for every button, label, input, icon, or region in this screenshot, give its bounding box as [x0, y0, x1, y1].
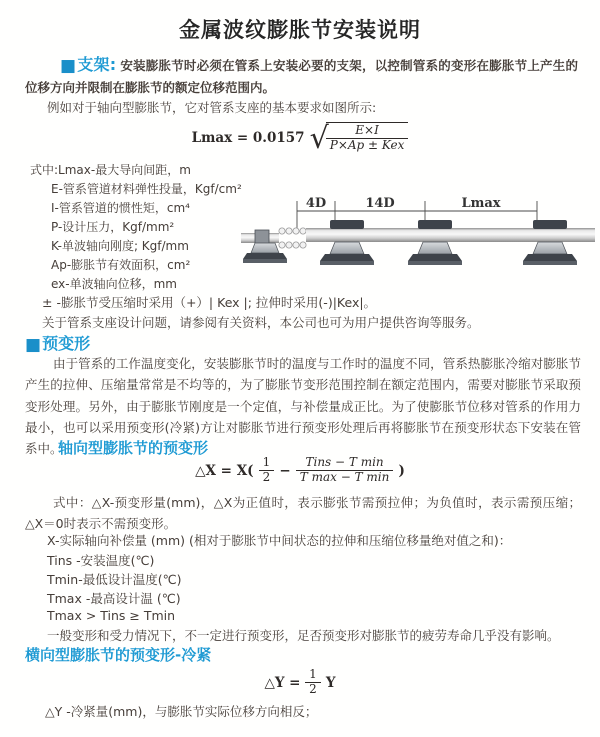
pipe-support: [320, 220, 374, 265]
axial-line-inequality: Tmax > Tins ≥ Tmin: [47, 608, 176, 623]
main-pipe: [306, 228, 595, 242]
definition-line: P-设计压力，Kgf/mm²: [51, 220, 175, 234]
axial-line-x: X-实际轴向补偿量 (mm) (相对于膨胀节中间状态的拉伸和压缩位移量绝对值之和)：: [47, 533, 512, 548]
support-intro-paragraph: [25, 54, 578, 98]
axial-note-paragraph: 式中：△X-预变形量(mm)，△X为正值时，表示膨张节需预拉伸；为负值时，表示需预压缩；△X＝0时表示不需预变形。: [25, 495, 581, 531]
half-denominator: 2: [262, 469, 271, 484]
support-section-heading: 支架:: [77, 55, 117, 74]
support-example-line: 例如对于轴向型膨胀节，它对管系支座的基本要求如图所示:: [47, 100, 377, 115]
section-bullet-icon: ■: [60, 56, 77, 76]
definition-line: K-单波轴向刚度; Kgf/mm: [51, 239, 189, 253]
support-intro-text: 安装膨胀节时必须在管系上安装必要的支架，以控制管系的变形在膨胀节上产生的位移方向并限制在膨胀节的额定位移范围内。: [25, 58, 578, 95]
bellows-icon: [279, 228, 306, 248]
definition-line: Ap-膨胀节有效面积，cm²: [51, 258, 191, 272]
axial-subheading: 轴向型膨胀节的预变形: [58, 439, 209, 457]
predeform-section-heading-row: [25, 331, 90, 355]
axial-formula-prefix: △X = X(: [195, 462, 254, 479]
lmax-formula-numerator: E×I: [326, 124, 409, 139]
axial-formula: [0, 456, 600, 485]
dim-label-lmax: Lmax: [461, 196, 501, 211]
lmax-formula-denominator: P×Ap ± Kex: [329, 137, 405, 152]
axial-line-general: 一般变形和受力情况下，不一定进行预变形，足否预变形对膨胀节的疲劳寿命几乎没有影响。: [47, 628, 560, 643]
lateral-note-line: △Y -冷紧量(mm)，与膨胀节实际位移方向相反；: [45, 704, 318, 719]
dim-label-4d: 4D: [305, 196, 327, 211]
dim-label-14d: 14D: [365, 196, 395, 211]
axial-formula-suffix: ): [398, 462, 405, 479]
half-numerator: 1: [259, 456, 275, 471]
lateral-half-numerator: 1: [305, 668, 321, 683]
temp-denominator: T max − T min: [299, 469, 390, 484]
definition-line: I-管系管道的惯性矩，cm⁴: [51, 201, 190, 215]
definition-line: ex-单波轴向位移，mm: [51, 277, 177, 291]
axial-line-tmin: Tmin-最低设计温度(℃): [47, 572, 182, 587]
lateral-subheading: 横向型膨胀节的预变形-冷紧: [25, 646, 212, 664]
pipe-support-diagram: [235, 186, 595, 283]
pipe-support: [408, 220, 462, 265]
predeform-section-heading: 预变形: [42, 334, 91, 353]
lmax-formula: Lmax = 0.0157 √ $\frac{E\times I}{\text{P×Ap ± Kex}}$: [0, 122, 600, 153]
lateral-formula-suffix: Y: [325, 674, 336, 691]
pipe-support: [523, 220, 577, 265]
symbol-definitions-list: [30, 161, 242, 294]
lateral-formula: [0, 668, 600, 697]
lmax-formula-lhs: Lmax = 0.0157: [191, 129, 305, 146]
definition-line: E-管系管道材料弹性投量，Kgf/cm²: [51, 182, 242, 196]
predeform-paragraph: 由于管系的工作温度变化，安装膨胀节时的温度与工作时的温度不同，管系热膨胀冷缩对膨胀节产生的拉伸、压缩量常常是不均等的，为了膨胀节变形范围控制在额定范围内，需要对膨胀节采取预变形处理。另外，由于膨胀节刚度是一个定值，与补偿量成正比。为了使膨胀节位移对管系的作用力最小，也可以采用预变形(冷紧)方让对膨胀节进行预变形处理后再将膨胀节在预变形状态下安装在管系中。: [25, 356, 581, 457]
axial-line-tins: Tins -安装温度(℃): [47, 553, 155, 568]
lateral-half-denominator: 2: [309, 681, 317, 696]
consult-note-line: 关于管系支座设计问题，请参阅有关资料，本公司也可为用户提供咨询等服务。: [42, 315, 480, 330]
minus-sign: −: [279, 462, 291, 479]
section-bullet-icon: ■: [25, 335, 42, 355]
plusminus-note-line: ± -膨胀节受压缩时采用（+）| Kex |; 拉伸时采用(-)|Kex|。: [42, 295, 377, 310]
page-title: 金属波纹膨胀节安装说明: [179, 18, 421, 42]
axial-line-tmax: Tmax -最高设计温 (℃): [47, 591, 181, 606]
definition-line: 式中:Lmax-最大导向间距，m: [30, 163, 191, 177]
lateral-formula-prefix: △Y =: [264, 674, 306, 691]
temp-numerator: Tins − T min: [296, 456, 394, 471]
